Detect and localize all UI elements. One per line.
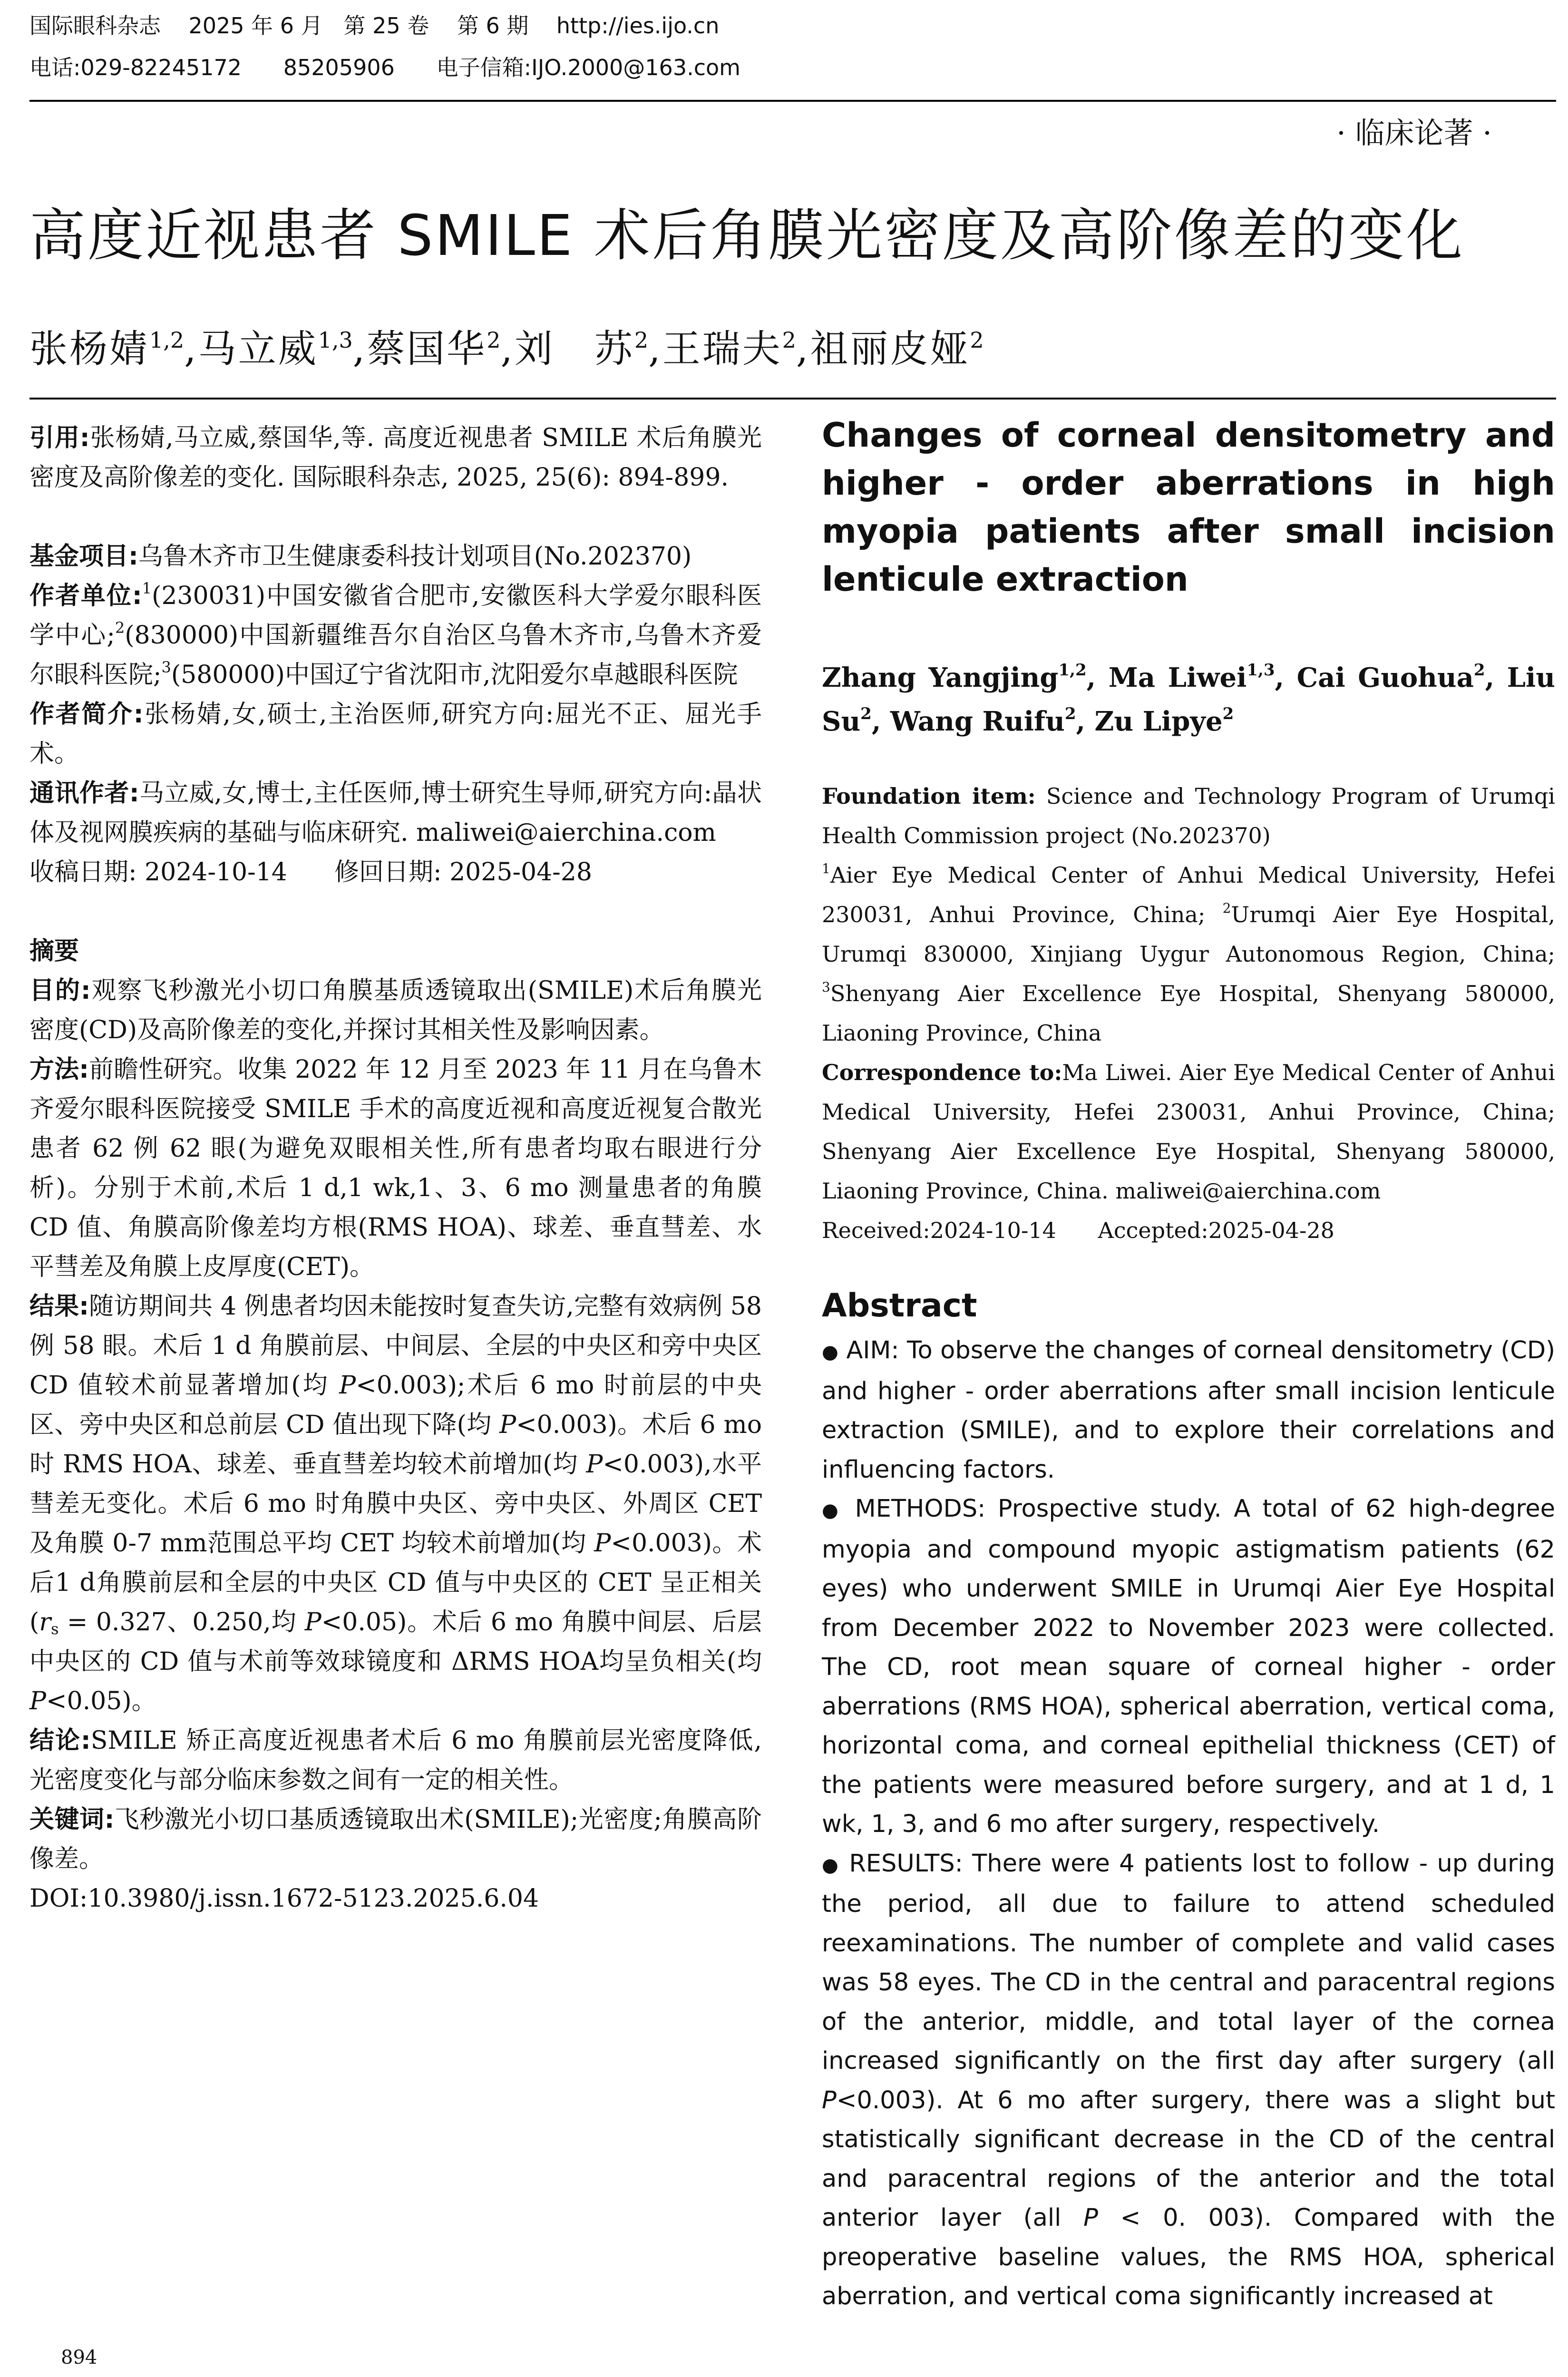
affil-text-en: Shenyang Aier Excellence Eye Hospital, Shenyang 580000, Liaoning Province, China xyxy=(822,981,1555,1046)
affil-sup: 2 xyxy=(115,619,125,637)
affil-sup: 1 xyxy=(142,579,152,597)
author-affil-sup: 2 xyxy=(634,327,649,353)
corr-text-en: Ma Liwei. Aier Eye Medical Center of Anhui Medical University, Hefei 230031, Anhui Province, China; Shenyang Aier Excellence Eye Hospital, Shenyang 580000, Liaoning Province, China. maliwei@aierchina.com xyxy=(822,1060,1556,1204)
author-name: 祖丽皮娅 xyxy=(810,327,970,371)
keywords-label: 关键词: xyxy=(29,1805,115,1834)
results-label: 结果: xyxy=(29,1292,89,1321)
abstract-heading-en: Abstract xyxy=(822,1287,977,1325)
affil-label: 作者单位: xyxy=(29,582,142,610)
results-text: <0.05)。 xyxy=(46,1687,156,1715)
abstract-heading-cn: 摘要 xyxy=(29,937,79,965)
results-text: = 0.327、0.250,均 xyxy=(58,1608,305,1637)
abstract-body-en xyxy=(822,1331,1555,2317)
author-affil-sup: 2 xyxy=(487,327,501,353)
section-label: · 临床论著 · xyxy=(1336,116,1492,150)
bio-label: 作者简介: xyxy=(29,700,144,729)
fund-item xyxy=(29,537,762,576)
affil-text: (830000)中国新疆维吾尔自治区乌鲁木齐市,乌鲁木齐爱尔眼科医院; xyxy=(29,621,762,689)
author-name-en: Zu Lipye xyxy=(1094,706,1223,737)
aim-text-en: To observe the changes of corneal densitometry (CD) and higher - order aberrations after small incision lenticule extraction (SMILE), and to explore their correlations and influencing factors. xyxy=(822,1336,1555,1484)
page-number: 894 xyxy=(61,2347,97,2368)
author-name-en: Cai Guohua xyxy=(1296,662,1474,693)
results-label-en: RESULTS: xyxy=(849,1849,963,1878)
author-affil-sup: 2 xyxy=(970,327,984,353)
p-symbol: P xyxy=(1083,2204,1098,2232)
author-name-en: Liu Su xyxy=(822,662,1556,737)
author-bio xyxy=(29,695,762,774)
abstract-conclusion xyxy=(29,1721,762,1800)
methods-text: 前瞻性研究。收集 2022 年 12 月至 2023 年 11 月在乌鲁木齐爱尔眼科医院接受 SMILE 手术的高度近视和高度近视复合散光患者 62 例 62 眼(为避免双眼相关性,所有患者均取右眼进行分析)。分别于术前,术后 1 d,1 wk,1、3、6 mo 测量患者的角膜 CD 值、角膜高阶像差均方根(RMS HOA)、球差、垂直彗差、水平彗差及角膜上皮厚度(CET)。 xyxy=(29,1055,762,1281)
results-text-en: <0.003). At 6 mo after surgery, there was a slight but statistically significant decrease in the CD of the central and paracentral regions of the anterior and the total anterior layer (all xyxy=(822,2086,1555,2232)
author-name: 蔡国华 xyxy=(367,327,487,371)
affiliations xyxy=(29,576,762,695)
bullet-icon: ● xyxy=(822,1854,840,1876)
corr-label-en: Correspondence to: xyxy=(822,1060,1062,1085)
corr-text: 马立威,女,博士,主任医师,博士研究生导师,研究方向:晶状体及视网膜疾病的基础与临床研究. maliwei@aierchina.com xyxy=(29,779,762,847)
abstract-methods xyxy=(29,1050,762,1287)
foundation-text-en: Science and Technology Program of Urumqi Health Commission project (No.202370) xyxy=(822,783,1555,848)
affiliations-en xyxy=(822,856,1555,1053)
dates-en: Received:2024-10-14 Accepted:2025-04-28 xyxy=(822,1218,1334,1243)
p-symbol: P xyxy=(594,1529,611,1558)
author-name: 刘 苏 xyxy=(514,327,634,371)
author-name-en: Wang Ruifu xyxy=(890,706,1065,737)
abstract-aim-en xyxy=(822,1331,1555,1490)
conclusion-text: SMILE 矫正高度近视患者术后 6 mo 角膜前层光密度降低,光密度变化与部分临床参数之间有一定的相关性。 xyxy=(29,1726,762,1794)
abstract-aim xyxy=(29,971,762,1050)
p-symbol: P xyxy=(339,1371,356,1400)
s-subscript: s xyxy=(51,1620,59,1638)
journal-contact-line: 电话:029-82245172 85205906 电子信箱:IJO.2000@163.com xyxy=(29,55,740,80)
citation xyxy=(29,419,762,497)
p-symbol: P xyxy=(304,1608,321,1637)
right-column xyxy=(822,411,1555,2317)
author-affil-sup: 2 xyxy=(1064,704,1076,723)
author-affil-sup: 2 xyxy=(1473,661,1485,680)
abstract-results xyxy=(29,1287,762,1721)
aim-text: 观察飞秒激光小切口角膜基质透镜取出(SMILE)术后角膜光密度(CD)及高阶像差的变化,并探讨其相关性及影响因素。 xyxy=(29,976,762,1044)
author-list-en: Zhang Yangjing$^{1,2}$, Ma Liwei$^{1,3}$, Cai Guohua$^2$, Liu Su$^2$, Wang Ruifu$^2$, Zu Lipye$^2$ xyxy=(822,661,1556,737)
affil-sup: 3 xyxy=(161,658,171,676)
results-text: <0.05)。术后 6 mo 角膜中间层、后层中央区的 CD 值与术前等效球镜度和 ΔRMS HOA均呈负相关(均 xyxy=(29,1608,762,1676)
author-affil-sup: 2 xyxy=(782,327,796,353)
results-text: <0.003);术后 6 mo 时前层的中央区、旁中央区和总前层 CD 值出现下降(均 xyxy=(29,1371,762,1439)
author-name: 张杨婧 xyxy=(29,327,149,371)
author-name: 马立威 xyxy=(198,327,318,371)
r-symbol: r xyxy=(39,1608,51,1637)
results-text-en: There were 4 patients lost to follow - up during the period, all due to failure to attend scheduled reexaminations. The number of complete and valid cases was 58 eyes. The CD in the central and paracentral regions of the anterior, middle, and total layer of the cornea increased significantly on the first day after surgery (all xyxy=(822,1849,1555,2075)
author-affil-sup: 1,3 xyxy=(318,327,353,353)
keywords xyxy=(29,1800,762,1879)
conclusion-label: 结论: xyxy=(29,1726,91,1755)
author-name: 王瑞夫 xyxy=(662,327,782,371)
foundation-item-en xyxy=(822,777,1555,856)
header-rule xyxy=(29,100,1556,102)
bullet-icon: ● xyxy=(822,1341,839,1363)
results-text: 随访期间共 4 例患者均因未能按时复查失访,完整有效病例 58 例 58 眼。术后 1 d 角膜前层、中间层、全层的中央区和旁中央区 CD 值较术前显著增加(均 xyxy=(29,1292,762,1400)
author-list-cn: 张杨婧$^{1,2}$,马立威$^{1,3}$,蔡国华$^2$,刘 苏$^2$,王瑞夫$^2$,祖丽皮娅$^2$ xyxy=(29,327,984,371)
affil-text-en: Aier Eye Medical Center of Anhui Medical University, Hefei 230031, Anhui Province, China; xyxy=(822,862,1555,927)
fund-text: 乌鲁木齐市卫生健康委科技计划项目(No.202370) xyxy=(138,542,692,571)
article-title-en: Changes of corneal densitometry and higher - order aberrations in high myopia patients after small incision lenticule extraction xyxy=(822,416,1555,599)
author-name-en: Ma Liwei xyxy=(1108,662,1247,693)
results-text-en: < 0. 003). Compared with the preoperative baseline values, the RMS HOA, spherical aberration, and vertical coma significantly increased at xyxy=(822,2204,1556,2310)
abstract-results-en xyxy=(822,1844,1555,2317)
aim-label: 目的: xyxy=(29,976,91,1005)
correspondence-en xyxy=(822,1053,1555,1211)
p-symbol: P xyxy=(499,1411,516,1439)
keywords-text: 飞秒激光小切口基质透镜取出术(SMILE);光密度;角膜高阶像差。 xyxy=(29,1805,762,1873)
affil-sup: 1 xyxy=(822,861,830,877)
citation-label: 引用: xyxy=(29,424,90,452)
affil-text: (580000)中国辽宁省沈阳市,沈阳爱尔卓越眼科医院 xyxy=(171,661,738,689)
author-affil-sup: 1,2 xyxy=(1058,661,1087,680)
author-affil-sup: 1,2 xyxy=(149,327,185,353)
bio-text: 张杨婧,女,硕士,主治医师,研究方向:屈光不正、屈光手术。 xyxy=(29,700,762,768)
methods-label: 方法: xyxy=(29,1055,89,1084)
journal-header-line: 国际眼科杂志 2025 年 6 月 第 25 卷 第 6 期 http://ies.ijo.cn xyxy=(29,13,720,39)
results-text: <0.003)。术后1 d角膜前层和全层的中央区 CD 值与中央区的 CET 呈正相关( xyxy=(29,1529,762,1637)
corr-label: 通讯作者: xyxy=(29,779,139,808)
affil-sup: 3 xyxy=(822,979,830,995)
p-symbol: P xyxy=(822,2086,837,2114)
foundation-label-en: Foundation item: xyxy=(822,783,1036,809)
fund-label: 基金项目: xyxy=(29,542,138,571)
p-symbol: P xyxy=(29,1687,46,1715)
aim-label-en: AIM: xyxy=(846,1336,899,1364)
p-symbol: P xyxy=(586,1450,603,1479)
citation-text: 张杨婧,马立威,蔡国华,等. 高度近视患者 SMILE 术后角膜光密度及高阶像差的变化. 国际眼科杂志, 2025, 25(6): 894-899. xyxy=(29,424,762,492)
methods-text-en: Prospective study. A total of 62 high-degree myopia and compound myopic astigmatism patients (62 eyes) who underwent SMILE in Urumqi Aier Eye Hospital from December 2022 to November 2023 were collected. The CD, root mean square of corneal higher - order aberrations (RMS HOA), spherical aberration, vertical coma, horizontal coma, and corneal epithelial thickness (CET) of the patients were measured before surgery, and at 1 d, 1 wk, 1, 3, and 6 mo after surgery, respectively. xyxy=(822,1495,1556,1838)
received-dates: 收稿日期: 2024-10-14 修回日期: 2025-04-28 xyxy=(29,858,592,887)
authors-rule xyxy=(29,398,1556,399)
en-article-info xyxy=(822,777,1555,1250)
affil-text: (230031)中国安徽省合肥市,安徽医科大学爱尔眼科医学中心; xyxy=(29,582,762,650)
abstract-methods-en xyxy=(822,1490,1555,1844)
author-name-en: Zhang Yangjing xyxy=(822,662,1059,693)
author-affil-sup: 2 xyxy=(1222,704,1234,723)
affil-sup: 2 xyxy=(1222,900,1231,916)
methods-label-en: METHODS: xyxy=(855,1495,986,1523)
bullet-icon: ● xyxy=(822,1500,843,1521)
results-text: <0.003)。术后 6 mo 时 RMS HOA、球差、垂直彗差均较术前增加(均 xyxy=(29,1411,762,1479)
affil-text-en: Urumqi Aier Eye Hospital, Urumqi 830000, Xinjiang Uygur Autonomous Region, China; xyxy=(822,902,1556,967)
left-column xyxy=(29,419,762,1919)
article-title-cn: 高度近视患者 SMILE 术后角膜光密度及高阶像差的变化 xyxy=(29,203,1464,268)
author-affil-sup: 1,3 xyxy=(1247,661,1275,680)
results-text: <0.003),水平彗差无变化。术后 6 mo 时角膜中央区、旁中央区、外周区 CET 及角膜 0-7 mm范围总平均 CET 均较术前增加(均 xyxy=(29,1450,762,1558)
doi: DOI:10.3980/j.issn.1672-5123.2025.6.04 xyxy=(29,1884,539,1913)
author-affil-sup: 2 xyxy=(860,704,872,723)
corresponding-author xyxy=(29,774,762,853)
